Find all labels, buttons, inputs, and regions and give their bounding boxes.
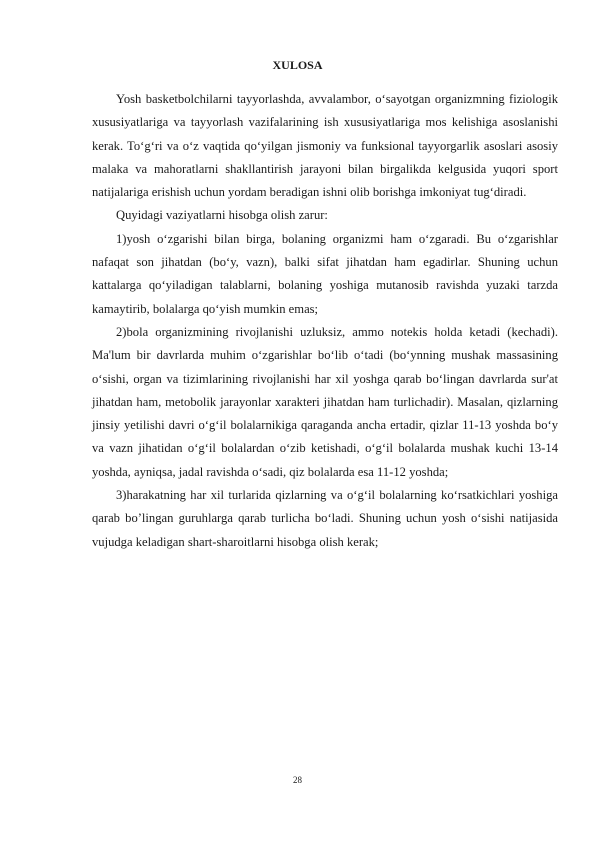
paragraph-item-1: 1)yosh o‘zgarishi bilan birga, bolaning organizmi ham o‘zgaradi. Bu o‘zgarishlar nafaqat son jihatdan (bo‘y, vazn), balki sifat jihatdan ham egadirlar. Shuning uchun kattalarga qo‘yiladigan talablarni, bolaning yoshiga mutanosib ravishda yuzaki tarzda kamaytirib, bolalarga qo‘yish mumkin emas; <box>92 231 558 316</box>
paragraph-lead-in: Quyidagi vaziyatlarni hisobga olish zarur: <box>116 208 328 223</box>
page-number: 28 <box>293 775 302 785</box>
paragraph-item-3: 3)harakatning har xil turlarida qizlarning va o‘g‘il bolalarning ko‘rsatkichlari yoshiga qarab bo’lingan guruhlarga qarab turlicha bo‘ladi. Shuning uchun yosh o‘sishi natijasida vujudga keladigan shart-sharoitlarni hisobga olish kerak; <box>92 488 558 549</box>
body-text <box>92 88 558 554</box>
paragraph-intro: Yosh basketbolchilarni tayyorlashda, avvalambor, o‘sayotgan organizmning fiziologik xususiyatlariga va tayyorlash vazifalarining ish xususiyatlariga mos kelishiga asoslanishi kerak. To‘g‘ri va o‘z vaqtida qo‘yilgan jismoniy va funksional tayyorgarlik asoslari asosiy malaka va mahoratlarni shakllantirish jarayoni bilan birgalikda kelgusida yuqori sport natijalariga erishish uchun yordam beradigan ishni olib borishga imkoniyat tug‘diradi. <box>92 92 558 200</box>
page-title: XULOSA <box>272 58 323 72</box>
paragraph-item-2: 2)bola organizmining rivojlanishi uzluksiz, ammo notekis holda ketadi (kechadi). Ma'lum bir davrlarda muhim o‘zgarishlar bo‘lib o‘tadi (bo‘ynning mushak massasining o‘sishi, organ va tizimlarining rivojlanishi har xil yoshga qarab bo‘lingan davrlarda sur'at jihatdan ham, metobolik jarayonlar xarakteri jihatdan ham turlichadir). Masalan, qizlarning jinsiy yetilishi davri o‘g‘il bolalarnikiga qaraganda ancha ertadir, qizlar 11-13 yoshda bo‘y va vazn jihatidan o‘g‘il bolalardan o‘zib ketishadi, o‘g‘il bolalarda mushak kuchi 13-14 yoshda, ayniqsa, jadal ravishda o‘sadi, qiz bolalarda esa 11-12 yoshda; <box>92 324 558 479</box>
